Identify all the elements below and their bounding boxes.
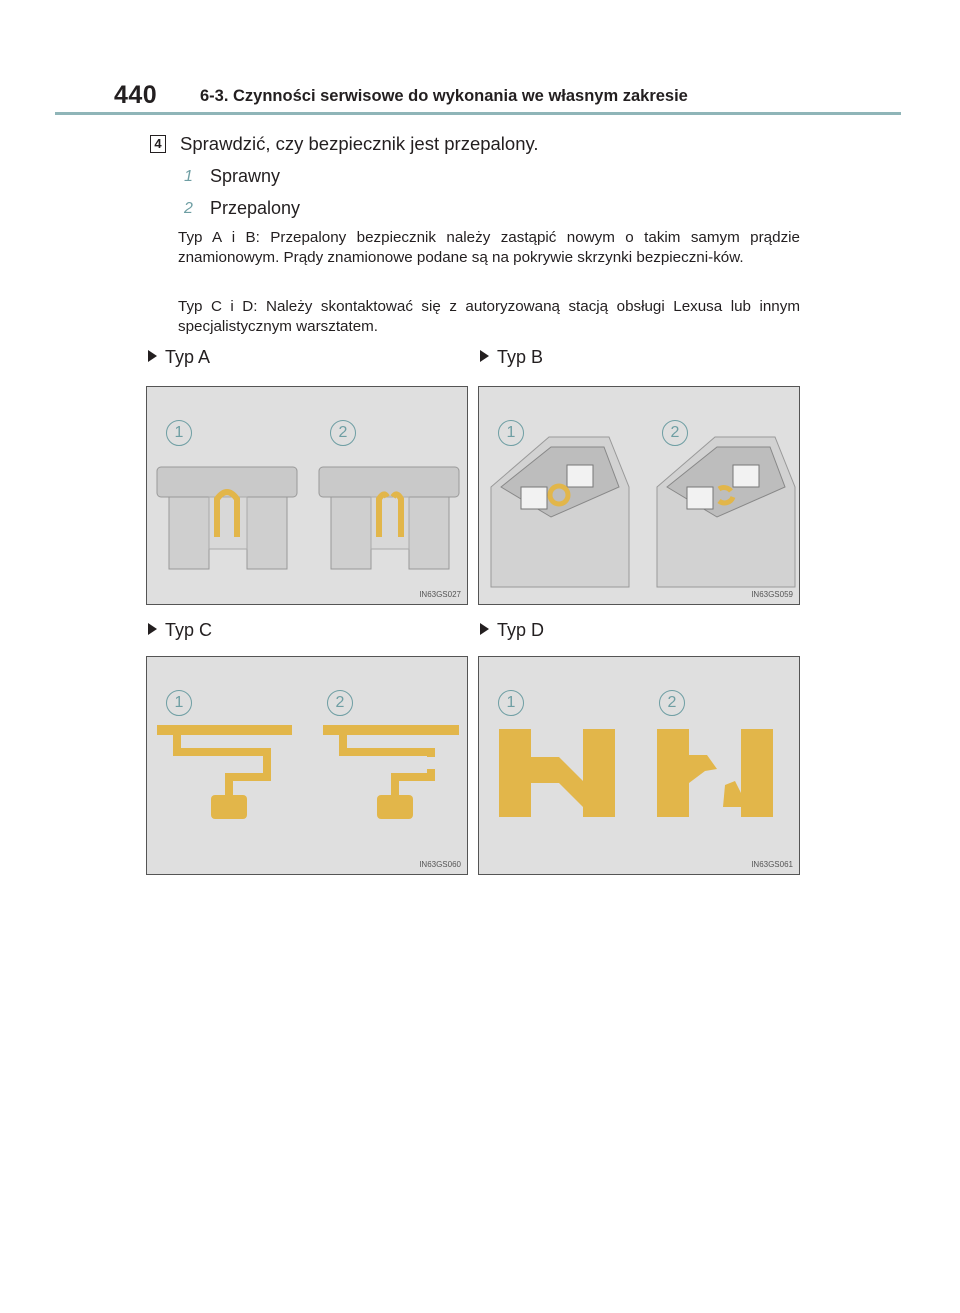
- triangle-bullet-icon: [148, 623, 157, 635]
- fuse-c-blown: [323, 725, 459, 819]
- fuse-type-b-illustration: [479, 387, 799, 604]
- fuse-type-d-illustration: [479, 657, 799, 874]
- figure-type-c: [146, 656, 468, 875]
- note-type-a-b: Typ A i B: Przepalony bezpiecznik należy zastąpić nowym o takim samym prądzie znamionowym. Prądy znamionowe podane są na pokrywie skrzynki bezpieczni-ków.: [178, 229, 800, 266]
- figure-code: IN63GS059: [751, 590, 793, 599]
- fuse-type-c-illustration: [147, 657, 467, 874]
- figure-type-b: [478, 386, 800, 605]
- fuse-b-good: [491, 437, 629, 587]
- state-marker-blown: 2: [184, 200, 193, 217]
- state-marker-good: 1: [184, 168, 193, 185]
- figure-label-text: Typ D: [497, 620, 545, 640]
- figure-label-type-a: [148, 347, 210, 368]
- fuse-type-a-illustration: [147, 387, 467, 604]
- figure-marker-blown: 2: [330, 420, 356, 446]
- step-instruction: Sprawdzić, czy bezpiecznik jest przepalony.: [180, 133, 539, 154]
- figure-marker-blown: 2: [327, 690, 353, 716]
- figure-label-text: Typ C: [165, 620, 213, 640]
- figure-marker-good: 1: [498, 420, 524, 446]
- state-label-good: Sprawny: [210, 166, 281, 186]
- figure-label-type-b: [480, 347, 543, 368]
- fuse-d-blown: [657, 729, 773, 817]
- header-divider: [55, 112, 901, 115]
- fuse-c-good: [157, 725, 292, 819]
- figure-label-type-d: [480, 620, 544, 641]
- section-title: 6-3. Czynności serwisowe do wykonania we własnym zakresie: [200, 87, 688, 105]
- figure-label-text: Typ B: [497, 347, 544, 367]
- figure-code: IN63GS060: [419, 860, 461, 869]
- figure-marker-blown: 2: [662, 420, 688, 446]
- triangle-bullet-icon: [480, 350, 489, 362]
- figure-marker-good: 1: [166, 420, 192, 446]
- fuse-a-blown: [319, 467, 459, 569]
- figure-code: IN63GS027: [419, 590, 461, 599]
- figure-label-text: Typ A: [165, 347, 211, 367]
- figure-type-d: [478, 656, 800, 875]
- figure-type-a: [146, 386, 468, 605]
- page-header: [0, 0, 960, 120]
- step-number-badge: 4: [150, 135, 166, 153]
- fuse-a-good: [157, 467, 297, 569]
- figure-marker-good: 1: [166, 690, 192, 716]
- fuse-b-blown: [657, 437, 795, 587]
- note-type-c-d: Typ C i D: Należy skontaktować się z autoryzowaną stacją obsługi Lexusa lub innym specjalistycznym warsztatem.: [178, 298, 800, 335]
- fuse-d-good: [499, 729, 615, 817]
- figure-label-type-c: [148, 620, 212, 641]
- figure-marker-blown: 2: [659, 690, 685, 716]
- page-number: 440: [114, 81, 158, 109]
- figure-code: IN63GS061: [751, 860, 793, 869]
- triangle-bullet-icon: [148, 350, 157, 362]
- triangle-bullet-icon: [480, 623, 489, 635]
- figure-marker-good: 1: [498, 690, 524, 716]
- state-label-blown: Przepalony: [210, 198, 301, 218]
